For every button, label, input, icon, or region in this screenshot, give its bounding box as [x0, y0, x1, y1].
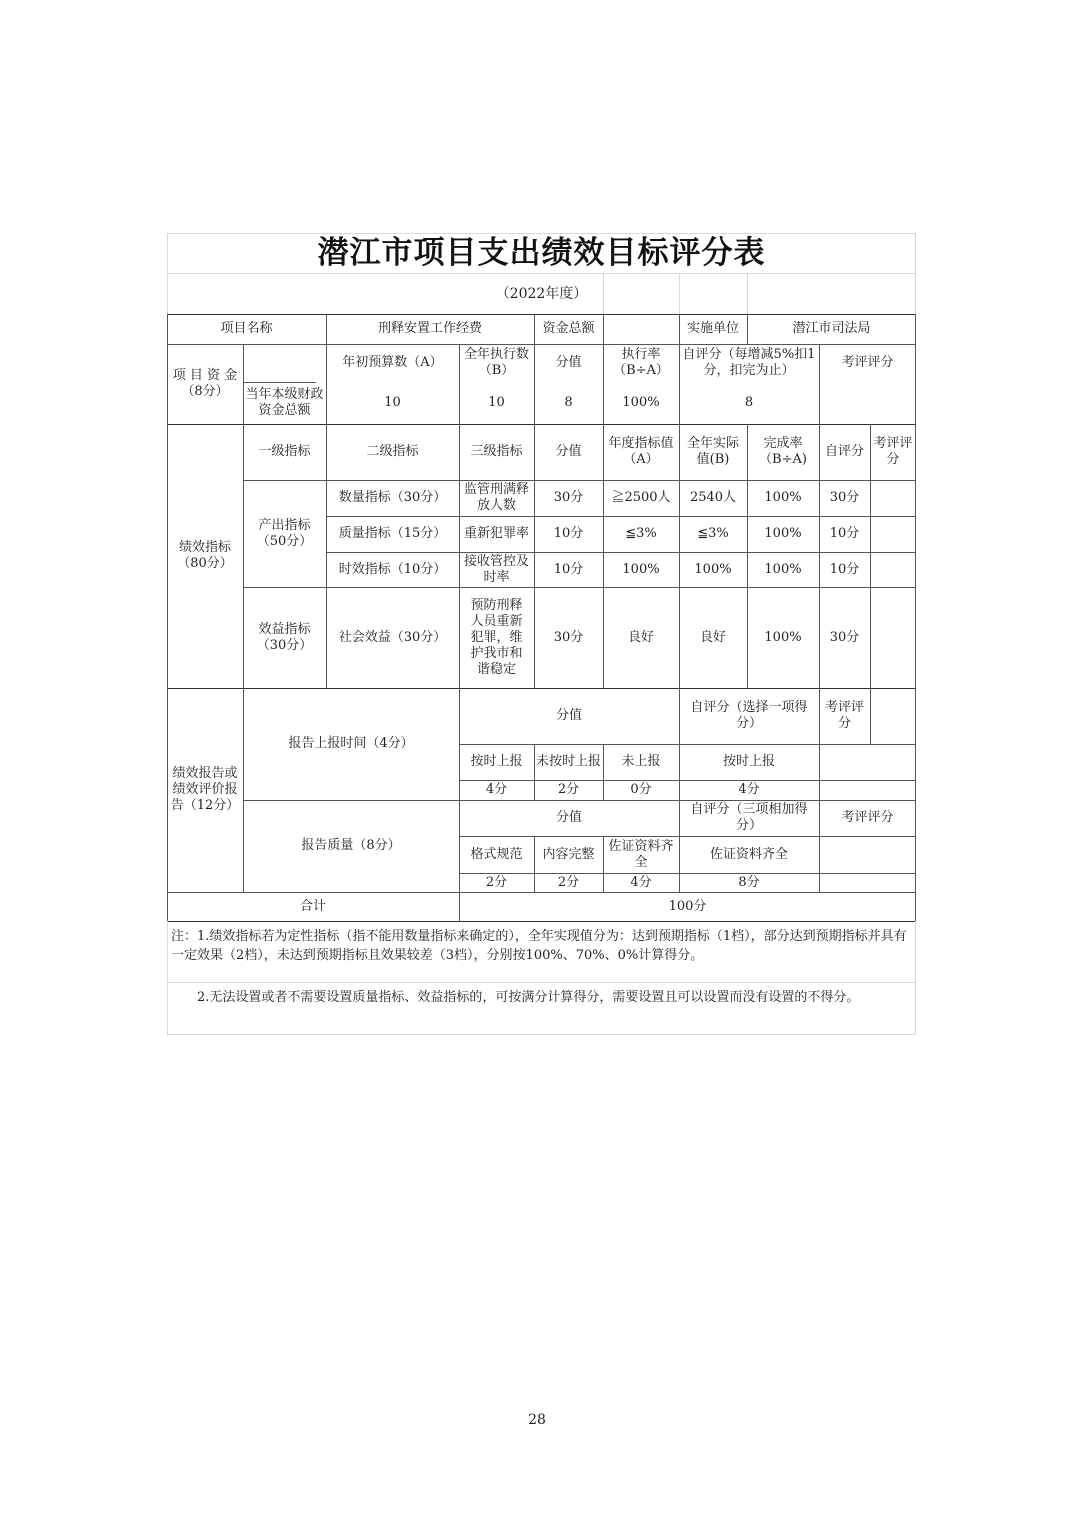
report-time-review-label: 考评评分 — [824, 700, 864, 731]
funds-score: 8 — [564, 395, 573, 410]
perf-row-completion: 100% — [764, 490, 802, 505]
perf-h-level2: 二级指标 — [366, 444, 419, 459]
perf-row-actual: 100% — [694, 561, 732, 577]
perf-row-completion: 100% — [764, 561, 802, 577]
page-number: 28 — [528, 1412, 546, 1428]
perf-row-level3: 监管刑满释放人数 — [463, 482, 529, 513]
total-value: 100分 — [668, 898, 707, 914]
form-year: （2022年度） — [495, 285, 588, 302]
funds-col-score: 分值 — [555, 355, 582, 370]
perf-row-level3: 重新犯罪率 — [463, 526, 529, 541]
funds-col-exec: 全年执行数（B） — [463, 347, 529, 378]
note-2: 2.无法设置或者不需要设置质量指标、效益指标的，可按满分计算得分，需要设置且可以设置而没有设置的不得分。 — [171, 990, 860, 1005]
total-label: 合计 — [299, 898, 326, 914]
perf-row-actual: 2540人 — [689, 490, 737, 505]
report-opt-on-time: 按时上报 — [470, 754, 523, 769]
perf-row-score: 10分 — [553, 526, 584, 541]
fund-total-label: 资金总额 — [542, 321, 595, 336]
perf-row-actual: ≦3% — [697, 526, 729, 541]
funds-exec: 10 — [488, 395, 505, 410]
funds-col-rate: 执行率（B÷A） — [613, 347, 669, 378]
funds-row-label: 当年本级财政资金总额 — [245, 387, 324, 418]
report-pts-format: 2分 — [485, 874, 508, 890]
report-time-score-label: 分值 — [555, 708, 582, 723]
perf-row-level2: 数量指标（30分） — [338, 490, 447, 505]
perf-row-score: 30分 — [553, 490, 584, 505]
report-quality-self-score: 8分 — [738, 874, 760, 890]
perf-row-target: 良好 — [627, 629, 654, 645]
note-1: 注：1.绩效指标若为定性指标（指不能用数量指标来确定的），全年实现值分为：达到预期指标（1档），部分达到预期指标并具有一定效果（2档），未达到预期指标且效果较差（3档），分别按100%、70%、0%计算得分。 — [171, 929, 907, 963]
perf-row-level3: 接收管控及时率 — [463, 553, 529, 585]
perf-h-self: 自评分 — [824, 444, 864, 459]
perf-h-actual: 全年实际值(B) — [686, 436, 739, 467]
project-name-value: 刑释安置工作经费 — [377, 321, 482, 336]
perf-row-score: 30分 — [553, 629, 584, 645]
report-time-self-label: 自评分（选择一项得分） — [690, 700, 808, 731]
perf-h-level3: 三级指标 — [470, 444, 523, 459]
perf-row-actual: 良好 — [699, 629, 726, 645]
perf-row-self: 30分 — [829, 629, 860, 645]
perf-row-target: 100% — [622, 561, 660, 577]
perf-output-label: 产出指标（50分） — [256, 517, 313, 549]
funds-col-review: 考评评分 — [841, 355, 894, 370]
funds-col-budget: 年初预算数（A） — [342, 355, 443, 370]
perf-h-target: 年度指标值（A） — [608, 436, 674, 467]
perf-row-score: 10分 — [553, 561, 584, 577]
report-quality-review-label: 考评评分 — [841, 810, 894, 825]
fund-total-value — [603, 314, 679, 344]
impl-unit-value: 潜江市司法局 — [792, 321, 871, 336]
report-opt-none: 未上报 — [621, 754, 661, 769]
funds-col-self: 自评分（每增减5%扣1分，扣完为止） — [682, 347, 816, 378]
perf-row-self: 10分 — [829, 526, 860, 541]
funds-self: 8 — [744, 395, 754, 410]
report-opt-late: 未按时上报 — [536, 754, 602, 769]
report-section-label: 绩效报告或绩效评价报告（12分） — [170, 766, 240, 813]
perf-row-completion: 100% — [764, 629, 802, 645]
report-time-label: 报告上报时间（4分） — [288, 736, 414, 751]
report-time-self-score: 4分 — [738, 782, 760, 797]
perf-row-level2: 时效指标（10分） — [338, 561, 447, 577]
report-pts-late: 2分 — [557, 782, 580, 797]
project-name-label: 项目名称 — [220, 321, 273, 336]
perf-row-target: ≧2500人 — [611, 490, 671, 505]
perf-section-label: 绩效指标（80分） — [177, 540, 233, 571]
perf-row-level2: 社会效益（30分） — [338, 629, 447, 645]
perf-h-completion: 完成率（B÷A) — [759, 436, 807, 467]
perf-row-level2: 质量指标（15分） — [338, 526, 447, 541]
form-title: 潜江市项目支出绩效目标评分表 — [317, 235, 766, 271]
score-form — [167, 233, 916, 1035]
report-pts-evidence: 4分 — [630, 874, 652, 890]
perf-h-level1: 一级指标 — [258, 444, 311, 459]
funds-budget: 10 — [384, 395, 401, 410]
perf-row-completion: 100% — [764, 526, 802, 541]
impl-unit-label: 实施单位 — [686, 321, 739, 336]
perf-row-self: 10分 — [829, 561, 860, 577]
report-opt-format: 格式规范 — [470, 846, 523, 862]
perf-row-self: 30分 — [829, 490, 860, 505]
report-quality-label: 报告质量（8分） — [301, 838, 401, 853]
report-opt-content: 内容完整 — [542, 846, 595, 862]
perf-row-level3: 预防刑释人员重新犯罪，维护我市和谐稳定 — [470, 597, 523, 677]
perf-row-target: ≦3% — [625, 526, 657, 541]
funds-section-label: 项 目 资 金（8分） — [172, 368, 238, 399]
report-time-self-choice: 按时上报 — [722, 754, 775, 769]
perf-h-review: 考评评分 — [873, 436, 913, 467]
report-pts-on-time: 4分 — [485, 782, 508, 797]
report-opt-evidence: 佐证资料齐全 — [608, 838, 674, 870]
report-pts-none: 0分 — [630, 782, 652, 797]
funds-rate: 100% — [622, 395, 660, 410]
perf-h-score: 分值 — [555, 444, 582, 459]
report-quality-self-label: 自评分（三项相加得分） — [690, 802, 808, 833]
report-quality-score-label: 分值 — [555, 810, 582, 825]
report-quality-self-choice: 佐证资料齐全 — [709, 846, 788, 862]
report-pts-content: 2分 — [557, 874, 580, 890]
perf-benefit-label: 效益指标（30分） — [256, 621, 313, 653]
